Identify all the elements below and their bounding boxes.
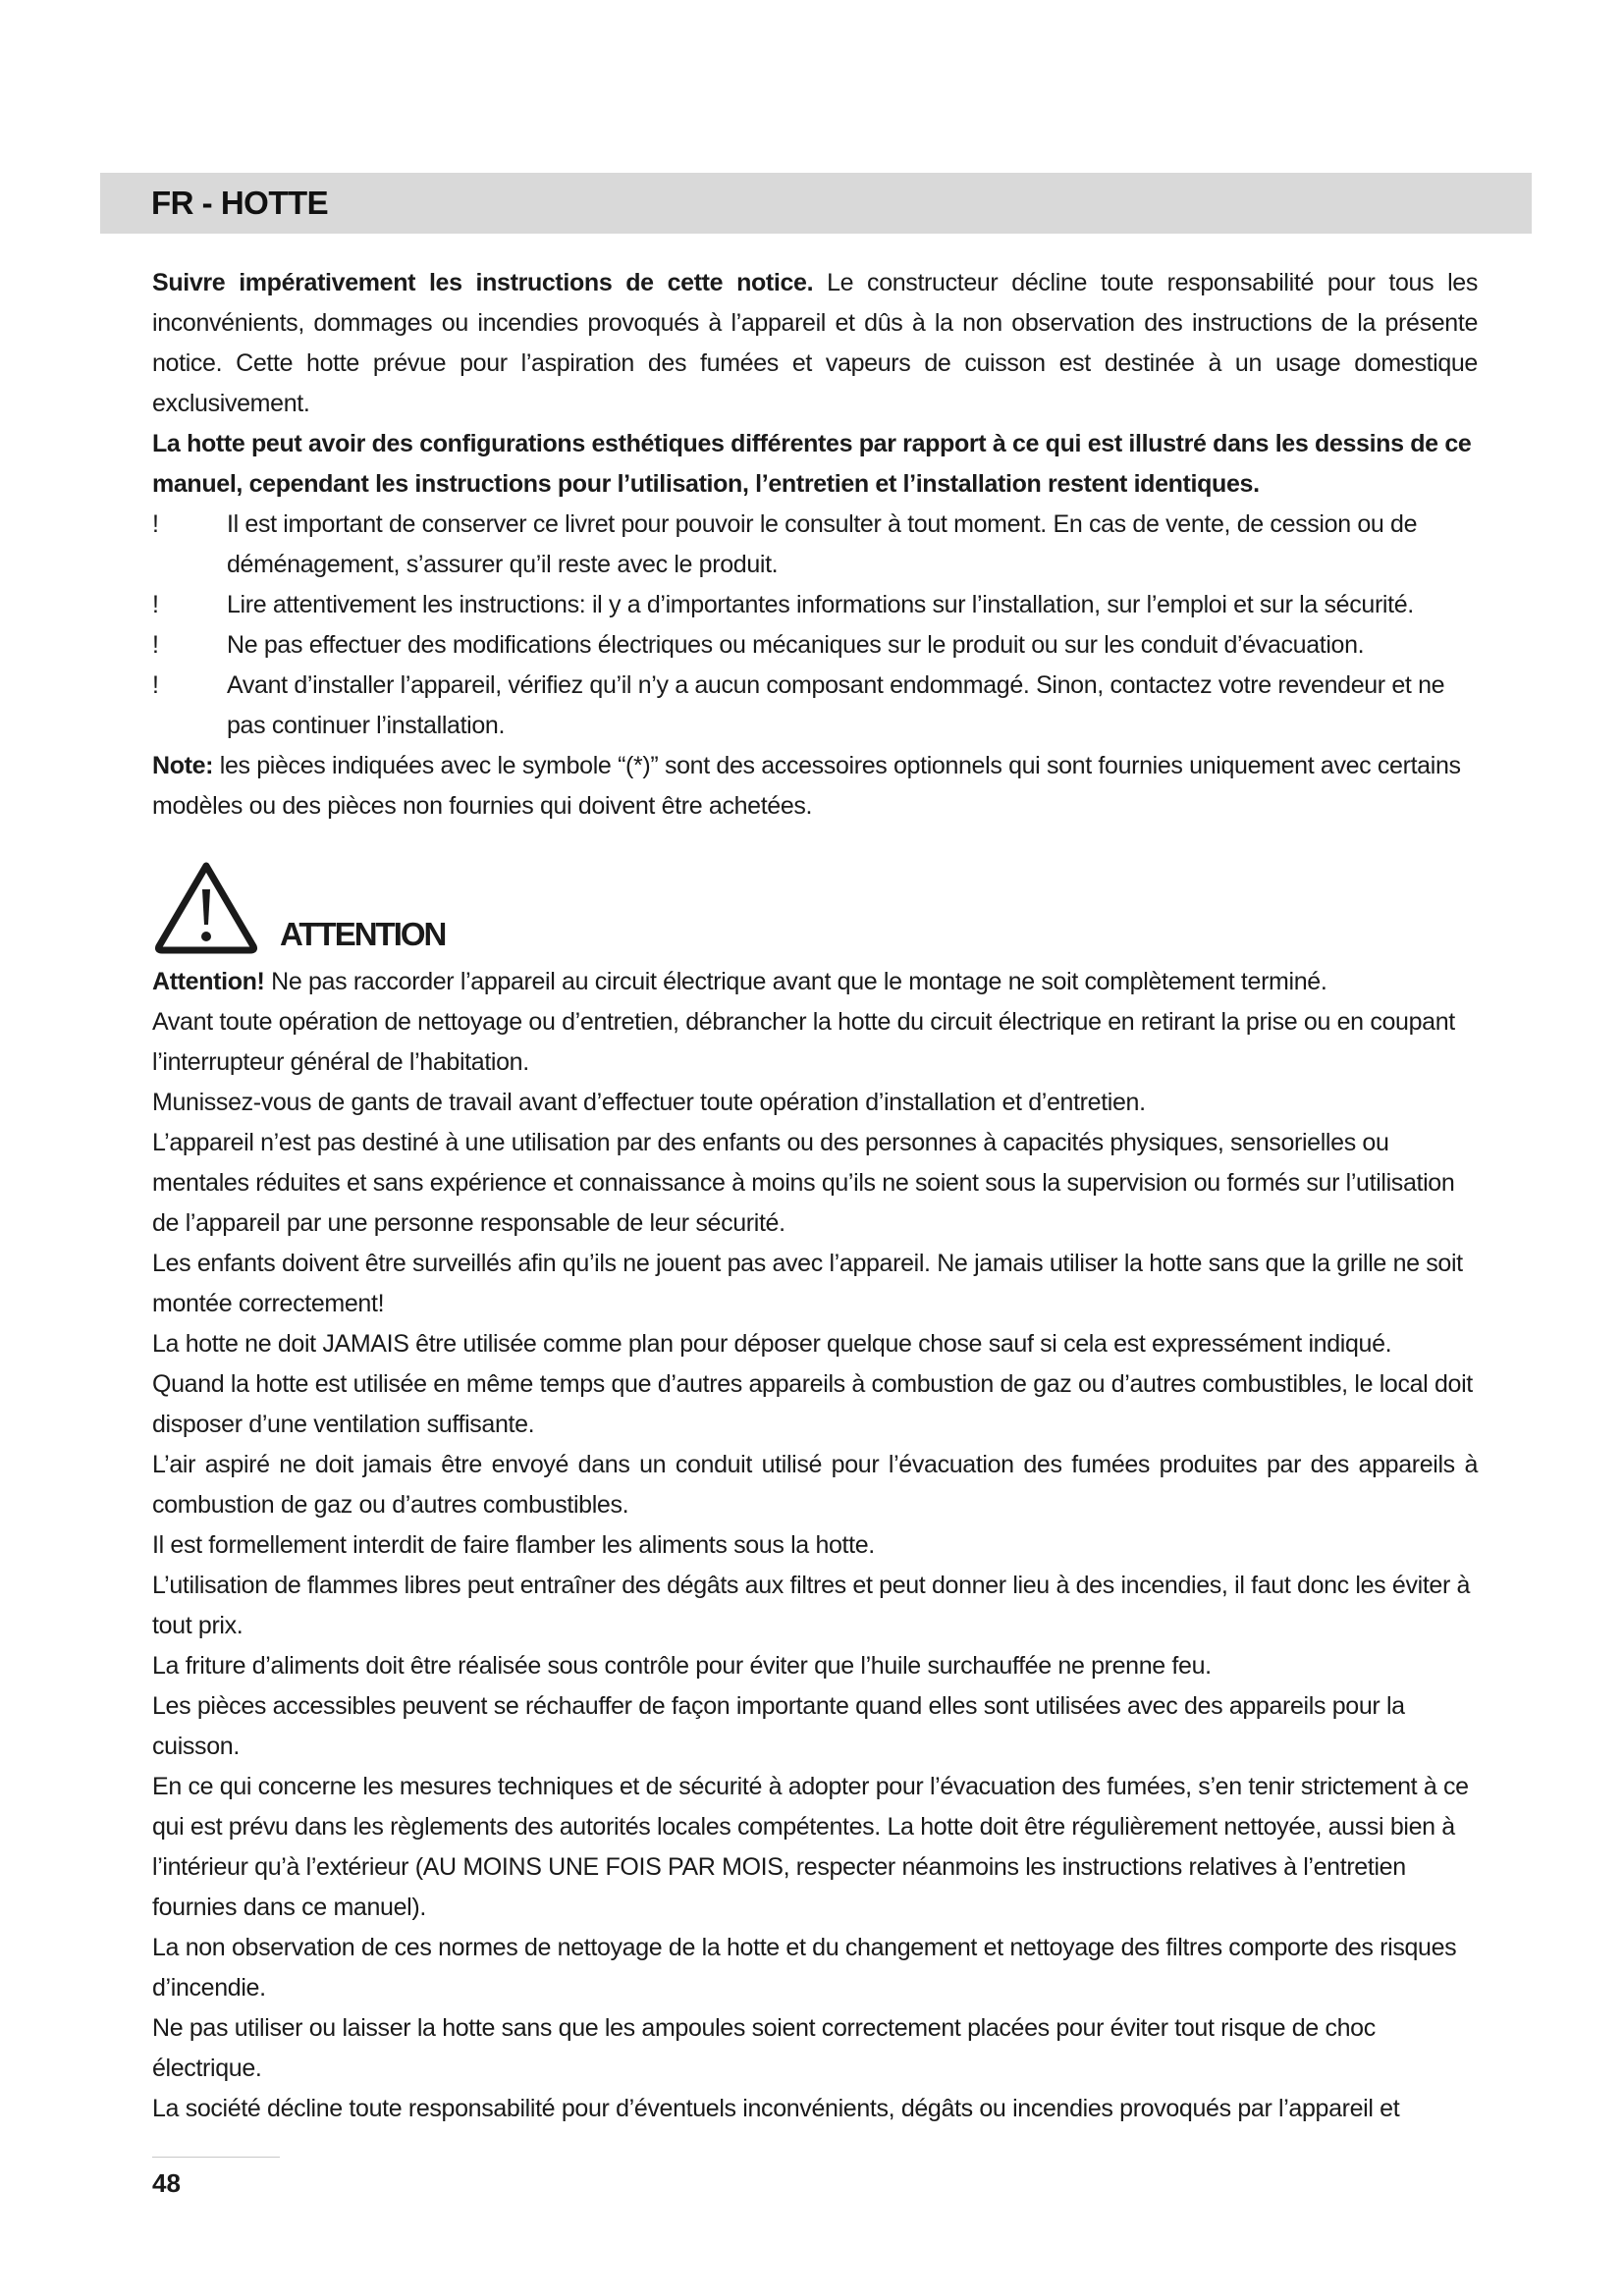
note-paragraph <box>152 746 1478 827</box>
safety-paragraph: L’utilisation de flammes libres peut entraîner des dégâts aux filtres et peut donner lieu à des incendies, il faut donc les éviter à tout prix. <box>152 1572 1471 1639</box>
note-text: les pièces indiquées avec le symbole “(*)” sont des accessoires optionnels qui sont fournies uniquement avec certains modèles ou des pièces non fournies qui doivent être achetées. <box>152 752 1461 820</box>
warning-text: Il est important de conserver ce livret pour pouvoir le consulter à tout moment. En cas de vente, de cession ou de déménagement, s’assurer qu’il reste avec le produit. <box>227 510 1418 578</box>
warning-item <box>152 505 1478 585</box>
warning-triangle-icon <box>152 860 260 954</box>
exclamation-mark: ! <box>152 510 159 538</box>
page-content <box>152 263 1478 2129</box>
safety-paragraph: La friture d’aliments doit être réalisée sous contrôle pour éviter que l’huile surchauffée ne prenne feu. <box>152 1652 1212 1680</box>
warning-item <box>152 625 1478 666</box>
note-label: Note: <box>152 752 214 779</box>
attention-label: Attention! <box>152 968 265 995</box>
safety-paragraph: La société décline toute responsabilité pour d’éventuels inconvénients, dégâts ou incendies provoqués par l’appareil et <box>152 2095 1400 2122</box>
attention-title: ATTENTION <box>280 916 446 952</box>
exclamation-mark: ! <box>152 671 159 699</box>
exclamation-mark: ! <box>152 591 159 618</box>
warning-item <box>152 666 1478 746</box>
intro-lead-bold: Suivre impérativement les instructions de cette notice. <box>152 269 814 296</box>
footer-divider <box>152 2157 280 2158</box>
safety-paragraph: Quand la hotte est utilisée en même temps que d’autres appareils à combustion de gaz ou d’autres combustibles, le local doit disposer d’une ventilation suffisante. <box>152 1370 1473 1438</box>
exclamation-mark: ! <box>152 631 159 659</box>
safety-paragraph: L’air aspiré ne doit jamais être envoyé dans un conduit utilisé pour l’évacuation des fumées produites par des appareils à combustion de gaz ou d’autres combustibles. <box>152 1451 1478 1519</box>
warning-text: Ne pas effectuer des modifications électriques ou mécaniques sur le produit ou sur les conduit d’évacuation. <box>227 631 1365 659</box>
attention-first-text: Ne pas raccorder l’appareil au circuit électrique avant que le montage ne soit complètement terminé. <box>264 968 1327 995</box>
safety-paragraph: L’appareil n’est pas destiné à une utilisation par des enfants ou des personnes à capacités physiques, sensorielles ou mentales réduites et sans expérience et connaissance à moins qu’ils ne soient sous la supervision ou formés sur l’utilisation de l’appareil par une personne responsable de leur sécurité. <box>152 1129 1455 1237</box>
section-title: FR - HOTTE <box>151 185 329 221</box>
safety-paragraph: Les enfants doivent être surveillés afin qu’ils ne jouent pas avec l’appareil. Ne jamais utiliser la hotte sans que la grille ne soit montée correctement! <box>152 1250 1463 1317</box>
warning-text: Lire attentivement les instructions: il y a d’importantes informations sur l’installation, sur l’emploi et sur la sécurité. <box>227 591 1414 618</box>
warning-text: Avant d’installer l’appareil, vérifiez qu’il n’y a aucun composant endommagé. Sinon, contactez votre revendeur et ne pas continuer l’installation. <box>227 671 1445 739</box>
safety-paragraph: Les pièces accessibles peuvent se réchauffer de façon importante quand elles sont utilisées avec des appareils pour la cuisson. <box>152 1692 1405 1760</box>
safety-paragraph: La hotte ne doit JAMAIS être utilisée comme plan pour déposer quelque chose sauf si cela est expressément indiqué. <box>152 1330 1392 1358</box>
attention-first-paragraph <box>152 962 1478 1002</box>
safety-paragraph: Il est formellement interdit de faire flamber les aliments sous la hotte. <box>152 1531 875 1559</box>
configuration-notice: La hotte peut avoir des configurations esthétiques différentes par rapport à ce qui est illustré dans les dessins de ce manuel, cependant les instructions pour l’utilisation, l’entretien et l’installation restent identiques. <box>152 430 1472 498</box>
section-header <box>100 173 1532 234</box>
warning-item <box>152 585 1478 625</box>
safety-paragraph: En ce qui concerne les mesures techniques et de sécurité à adopter pour l’évacuation des fumées, s’en tenir strictement à ce qui est prévu dans les règlements des autorités locales compétentes. La hotte doit être régulièrement nettoyée, aussi bien à l’intérieur qu’à l’extérieur (AU MOINS UNE FOIS PAR MOIS, respecter néanmoins les instructions relatives à l’entretien fournies dans ce manuel). <box>152 1773 1469 1921</box>
intro-paragraph <box>152 263 1478 424</box>
page-number: 48 <box>152 2168 181 2198</box>
intro-lead-text: Le constructeur décline toute responsabilité pour tous les inconvénients, dommages ou incendies provoqués à l’appareil et dûs à la non observation des instructions de la présente notice. Cette hotte prévue pour l’aspiration des fumées et vapeurs de cuisson est destinée à un usage domestique exclusivement. <box>152 269 1478 417</box>
safety-paragraph: Munissez-vous de gants de travail avant d’effectuer toute opération d’installation et d’entretien. <box>152 1089 1146 1116</box>
safety-paragraph: La non observation de ces normes de nettoyage de la hotte et du changement et nettoyage des filtres comporte des risques d’incendie. <box>152 1934 1457 2002</box>
safety-paragraph: Avant toute opération de nettoyage ou d’entretien, débrancher la hotte du circuit électrique en retirant la prise ou en coupant l’interrupteur général de l’habitation. <box>152 1008 1455 1076</box>
attention-heading <box>152 856 1478 954</box>
safety-paragraph: Ne pas utiliser ou laisser la hotte sans que les ampoules soient correctement placées pour éviter tout risque de choc électrique. <box>152 2014 1376 2082</box>
